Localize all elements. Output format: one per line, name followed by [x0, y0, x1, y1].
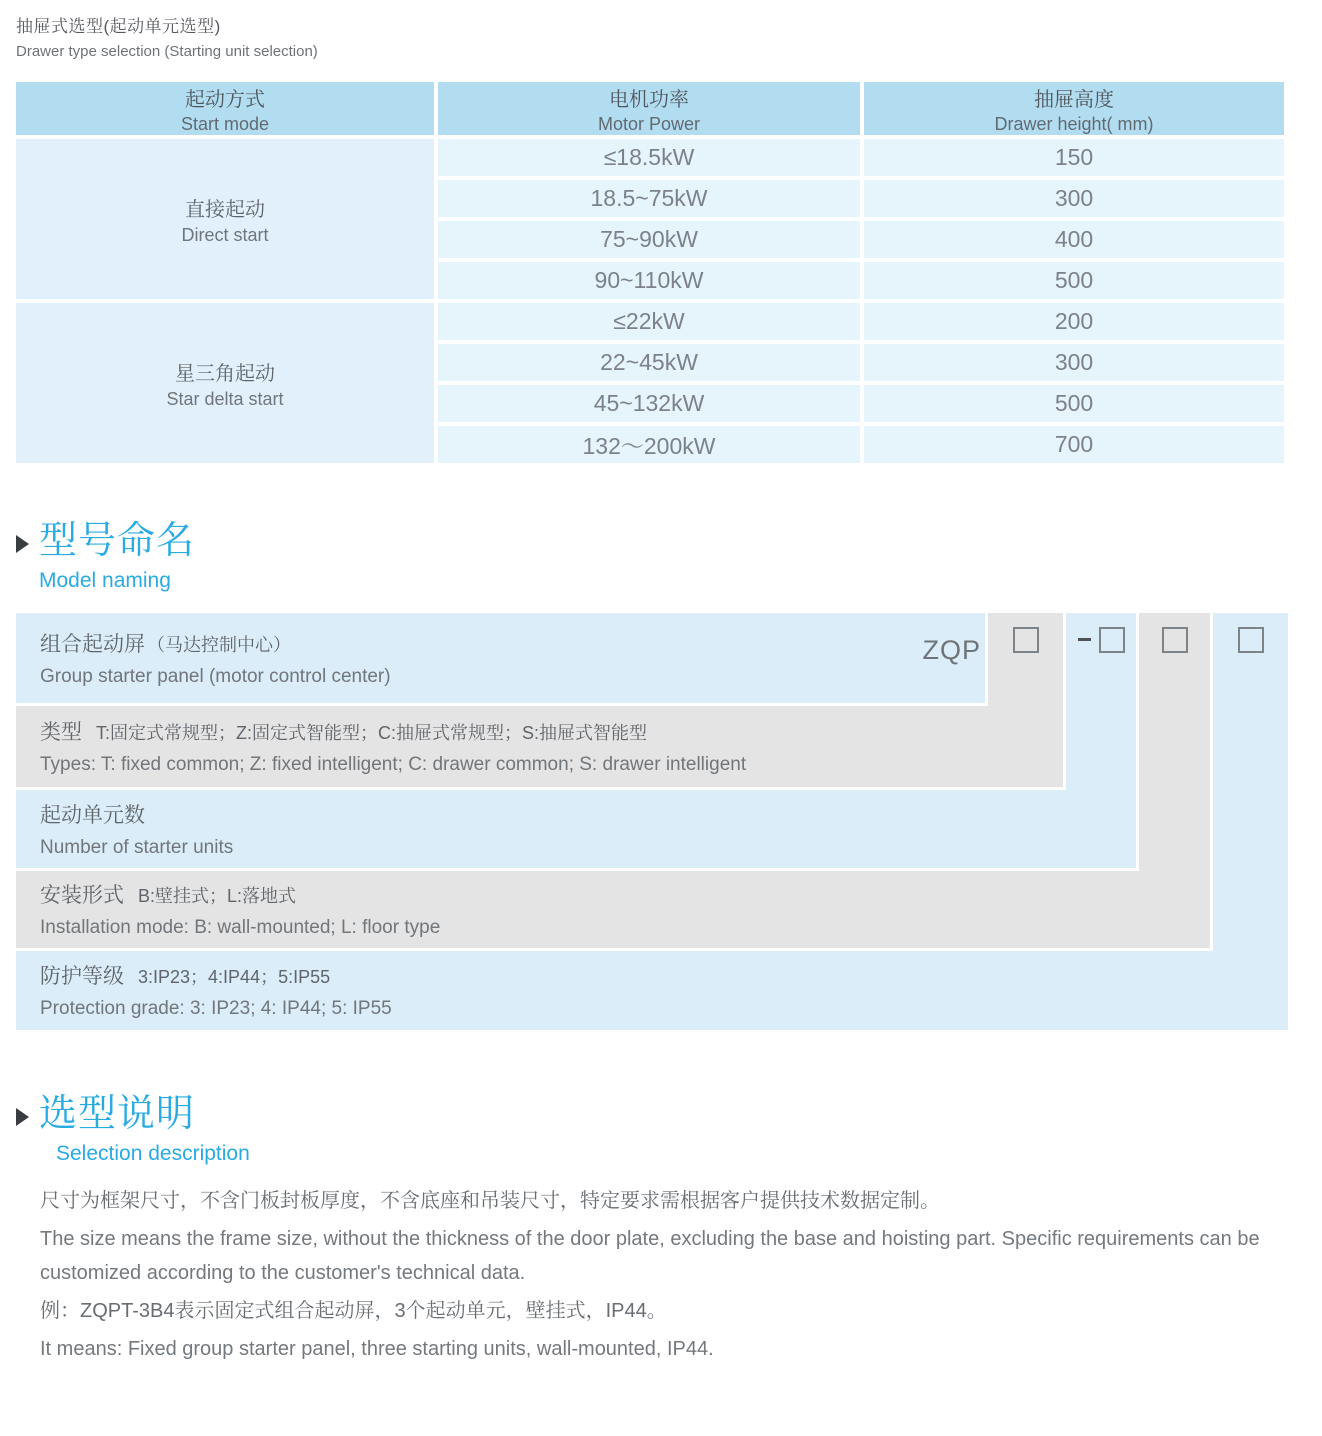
mode-label-cn: 直接起动 — [185, 198, 265, 221]
table-cell-power: 22~45kW — [438, 344, 860, 381]
code-box-icon — [1238, 627, 1264, 653]
row-label-cn: 类型 — [40, 721, 82, 745]
model-code-prefix: ZQP — [922, 634, 981, 665]
row-text-en: Installation mode: B: wall-mounted; L: floor type — [40, 917, 441, 939]
row-desc-cn: 3:IP23；4:IP44；5:IP55 — [138, 967, 331, 988]
table-header-drawer-height — [864, 82, 1284, 135]
model-naming-heading — [16, 521, 1288, 593]
code-box-icon — [1099, 627, 1125, 653]
header-label-en: Motor Power — [597, 113, 701, 134]
table-cell-height: 400 — [864, 221, 1284, 258]
table-cell-height: 700 — [864, 426, 1284, 463]
row-label-cn: 防护等级 — [40, 965, 124, 989]
table-cell-power: ≤22kW — [438, 303, 860, 340]
mode-label-en: Star delta start — [166, 388, 284, 409]
header-label-en: Drawer height( mm) — [994, 113, 1154, 134]
row-text-en: Types: T: fixed common; Z: fixed intelligent; C: drawer common; S: drawer intelligent — [40, 754, 747, 776]
section-title-cn: 选型说明 — [39, 1092, 196, 1135]
table-cell-power: 132～200kW — [438, 426, 860, 463]
naming-row-types — [16, 706, 1063, 787]
mode-label-en: Direct start — [181, 224, 269, 245]
naming-row-starter-units — [16, 790, 1136, 868]
header-label-cn: 起动方式 — [185, 88, 265, 111]
naming-row-installation-mode — [16, 871, 1210, 948]
code-box-icon — [1013, 627, 1039, 653]
row-desc-cn: B:壁挂式；L:落地式 — [138, 886, 297, 907]
table-cell-height: 150 — [864, 139, 1284, 176]
table-cell-height: 500 — [864, 262, 1284, 299]
table-header-start-mode — [16, 82, 434, 135]
row-text-cn — [40, 799, 1136, 829]
row-text-cn — [40, 879, 1210, 909]
description-line-cn: 例：ZQPT-3B4表示固定式组合起动屏，3个起动单元，壁挂式，IP44。 — [40, 1299, 667, 1322]
table-cell-height: 300 — [864, 180, 1284, 217]
code-strip-protection — [1213, 613, 1288, 1030]
code-strip-installation — [1139, 613, 1210, 948]
table-cell-height: 300 — [864, 344, 1284, 381]
page-title-en: Drawer type selection (Starting unit selection) — [16, 43, 318, 60]
table-cell-power: ≤18.5kW — [438, 139, 860, 176]
table-cell-power: 45~132kW — [438, 385, 860, 422]
triangle-bullet-icon — [16, 1108, 29, 1126]
table-cell-star-delta-start — [16, 303, 434, 463]
row-text-en: Group starter panel (motor control center) — [40, 665, 391, 687]
row-desc-cn: T:固定式常规型；Z:固定式智能型；C:抽屉式常规型；S:抽屉式智能型 — [96, 723, 648, 744]
code-strip-units — [1066, 613, 1136, 868]
description-line-cn: 尺寸为框架尺寸，不含门板封板厚度，不含底座和吊装尺寸，特定要求需根据客户提供技术数据定制。 — [40, 1189, 940, 1212]
row-label-cn: 安装形式 — [40, 884, 124, 908]
drawer-selection-table — [16, 82, 1284, 463]
naming-row-protection-grade — [16, 951, 1288, 1030]
model-naming-diagram — [16, 613, 1288, 1030]
section-title-en: Selection description — [56, 1141, 250, 1165]
row-label-cn: 起动单元数 — [40, 803, 145, 827]
table-header-motor-power — [438, 82, 860, 135]
header-label-en: Start mode — [180, 113, 270, 134]
selection-description-heading — [16, 1094, 1288, 1166]
header-label-cn: 抽屉高度 — [1034, 88, 1114, 111]
row-label-cn: 组合起动屏 — [40, 632, 145, 656]
section-title-en: Model naming — [39, 568, 171, 592]
description-line-en: It means: Fixed group starter panel, three starting units, wall-mounted, IP44. — [40, 1337, 714, 1360]
row-desc-cn: （马达控制中心） — [147, 634, 291, 655]
dash-icon — [1078, 638, 1091, 641]
description-line-en: The size means the frame size, without the thickness of the door plate, excluding the base and hoisting part. Specific requirements can be customized according to the customer's technical data. — [40, 1227, 1260, 1284]
triangle-bullet-icon — [16, 535, 29, 553]
section-title-cn: 型号命名 — [39, 520, 196, 562]
table-cell-direct-start — [16, 139, 434, 299]
code-strip-type — [988, 613, 1063, 787]
row-text-cn — [40, 960, 1288, 990]
table-cell-height: 500 — [864, 385, 1284, 422]
mode-label-cn: 星三角起动 — [175, 362, 275, 385]
table-cell-power: 90~110kW — [438, 262, 860, 299]
page-title-cn: 抽屉式选型(起动单元选型) — [16, 17, 221, 36]
header-label-cn: 电机功率 — [609, 88, 689, 111]
row-text-cn — [40, 716, 1063, 746]
row-text-cn — [40, 628, 895, 658]
row-text-en: Protection grade: 3: IP23; 4: IP44; 5: IP55 — [40, 998, 392, 1020]
naming-row-group-starter-panel — [16, 613, 985, 703]
selection-description-body — [16, 1184, 1288, 1366]
table-cell-power: 75~90kW — [438, 221, 860, 258]
table-cell-height: 200 — [864, 303, 1284, 340]
code-box-icon — [1162, 627, 1188, 653]
table-cell-power: 18.5~75kW — [438, 180, 860, 217]
row-text-en: Number of starter units — [40, 836, 234, 858]
